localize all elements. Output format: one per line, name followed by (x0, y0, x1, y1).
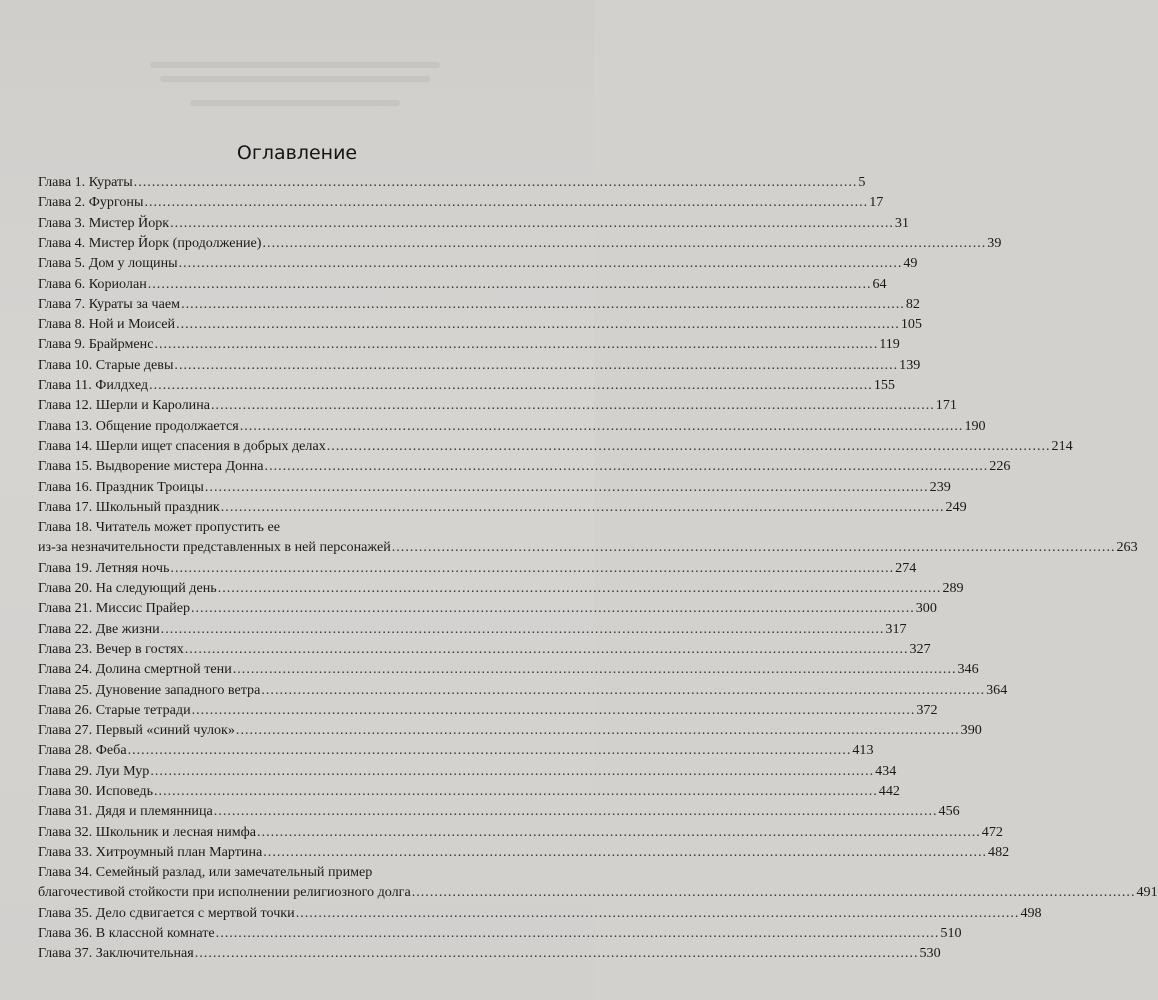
dot-leader: ................................................................................................................................................................ (257, 823, 981, 840)
toc-entry[interactable] (38, 356, 921, 377)
toc-entry[interactable] (38, 458, 1011, 478)
toc-entry[interactable] (38, 275, 887, 296)
toc-entry[interactable] (38, 336, 900, 356)
toc-entry-title: Глава 2. Фургоны (38, 194, 144, 211)
toc-entry-title: Глава 30. Исповедь (38, 783, 154, 799)
toc-page-number: 472 (981, 823, 1003, 840)
toc-page-number: 64 (872, 275, 887, 292)
page-title: Оглавление (236, 142, 358, 164)
toc-entry[interactable] (38, 417, 986, 438)
toc-entry[interactable] (38, 437, 1073, 458)
dot-leader: ................................................................................................................................................................ (211, 397, 935, 414)
toc-entry[interactable] (38, 742, 874, 762)
toc-page-number: 300 (915, 600, 937, 617)
toc-entry[interactable] (38, 316, 922, 336)
toc-entry-title: Глава 7. Кураты за чаем (38, 295, 181, 312)
toc-page-number: 171 (935, 397, 957, 414)
toc-entry[interactable] (38, 864, 1158, 905)
toc-entry-title: Глава 11. Филдхед (38, 377, 149, 393)
toc-entry-title: Глава 14. Шерли ищет спасения в добрых делах (38, 437, 326, 454)
dot-leader: ................................................................................................................................................................ (262, 234, 987, 251)
dot-leader: ................................................................................................................................................................ (184, 640, 909, 657)
toc-entry-title: Глава 29. Луи Мур (38, 762, 150, 779)
bleed-through-text (150, 62, 440, 68)
dot-leader: ................................................................................................................................................................ (178, 255, 903, 272)
toc-entry[interactable] (38, 234, 1002, 255)
toc-entry[interactable] (38, 925, 962, 945)
dot-leader: ................................................................................................................................................................ (144, 194, 869, 211)
toc-page-number: 119 (879, 336, 900, 353)
toc-entry[interactable] (38, 843, 1010, 864)
toc-entry-title: Глава 6. Кориолан (38, 275, 147, 292)
toc-entry-title: Глава 22. Две жизни (38, 620, 160, 637)
toc-page-number: 17 (869, 194, 884, 211)
dot-leader: ................................................................................................................................................................ (411, 884, 1136, 901)
toc-entry-title: Глава 34. Семейный разлад, или замечательный пример (38, 864, 373, 881)
bleed-through-text (190, 100, 400, 106)
toc-entry-title: Глава 27. Первый «синий чулок» (38, 722, 235, 739)
toc-page-number: 434 (875, 762, 897, 779)
dot-leader: ................................................................................................................................................................ (220, 498, 945, 515)
toc-entry[interactable] (38, 904, 1042, 925)
toc-page-number: 263 (1116, 539, 1138, 556)
toc-entry[interactable] (38, 580, 964, 600)
dot-leader: ................................................................................................................................................................ (204, 478, 929, 495)
toc-entry-title: Глава 19. Летняя ночь (38, 559, 170, 576)
bleed-through-text (160, 76, 430, 82)
dot-leader: ................................................................................................................................................................ (263, 843, 988, 860)
toc-page-number: 39 (987, 234, 1002, 251)
toc-entry[interactable] (38, 295, 920, 316)
toc-entry[interactable] (38, 194, 884, 214)
dot-leader: ................................................................................................................................................................ (235, 722, 960, 739)
toc-page-number: 214 (1051, 437, 1073, 454)
dot-leader: ................................................................................................................................................................ (176, 316, 900, 333)
toc-page-number: 289 (942, 580, 964, 596)
dot-leader: ................................................................................................................................................................ (154, 783, 878, 799)
dot-leader: ................................................................................................................................................................ (239, 417, 964, 434)
toc-entry-title: Глава 9. Брайрменс (38, 336, 154, 353)
toc-entry-title: Глава 3. Мистер Йорк (38, 214, 170, 231)
toc-entry[interactable] (38, 377, 895, 397)
toc-entry[interactable] (38, 519, 1138, 560)
toc-entry-title: Глава 12. Шерли и Каролина (38, 397, 211, 414)
toc-entry[interactable] (38, 701, 938, 722)
toc-entry[interactable] (38, 661, 979, 681)
toc-entry-title: Глава 32. Школьник и лесная нимфа (38, 823, 257, 840)
toc-page-number: 155 (873, 377, 895, 393)
toc-entry[interactable] (38, 255, 918, 275)
toc-entry-title: Глава 23. Вечер в гостях (38, 640, 184, 657)
toc-page-number: 317 (885, 620, 907, 637)
toc-page-number: 105 (900, 316, 922, 333)
toc-entry-title: благочестивой стойкости при исполнении религиозного долга (38, 884, 411, 901)
toc-entry-title: Глава 10. Старые девы (38, 356, 174, 373)
dot-leader: ................................................................................................................................................................ (127, 742, 852, 759)
toc-page-number: 139 (899, 356, 921, 373)
dot-leader: ................................................................................................................................................................ (170, 214, 894, 231)
dot-leader: ................................................................................................................................................................ (217, 580, 942, 596)
toc-page-number: 82 (905, 295, 920, 312)
dot-leader: ................................................................................................................................................................ (215, 925, 940, 942)
dot-leader: ................................................................................................................................................................ (181, 295, 905, 312)
toc-entry-title: Глава 8. Ной и Моисей (38, 316, 176, 333)
dot-leader: ................................................................................................................................................................ (147, 275, 872, 292)
toc-entry-title: Глава 5. Дом у лощины (38, 255, 178, 272)
toc-page-number: 346 (957, 661, 979, 678)
toc-entry-title: Глава 16. Праздник Троицы (38, 478, 204, 495)
toc-page-number: 5 (858, 174, 866, 190)
toc-entry-title: Глава 13. Общение продолжается (38, 417, 239, 434)
toc-entry[interactable] (38, 722, 982, 742)
toc-page-number: 190 (964, 417, 986, 434)
dot-leader: ................................................................................................................................................................ (326, 437, 1051, 454)
toc-entry-title: из-за незначительности представленных в ней персонажей (38, 539, 391, 556)
toc-page-number: 327 (909, 640, 931, 657)
toc-page-number: 49 (903, 255, 918, 272)
toc-entry-title: Глава 20. На следующий день (38, 580, 217, 596)
toc-entry-title: Глава 24. Долина смертной тени (38, 661, 232, 678)
toc-entry[interactable] (38, 681, 1008, 702)
toc-entry-title: Глава 35. Дело сдвигается с мертвой точки (38, 904, 295, 921)
toc-entry-title: Глава 36. В классной комнате (38, 925, 215, 942)
toc-page-number: 226 (989, 458, 1011, 475)
dot-leader: ................................................................................................................................................................ (154, 336, 879, 353)
toc-page-number: 239 (929, 478, 951, 495)
dot-leader: ................................................................................................................................................................ (194, 945, 919, 962)
toc-entry[interactable] (38, 620, 907, 641)
toc-page-number: 390 (960, 722, 982, 739)
dot-leader: ................................................................................................................................................................ (264, 458, 989, 475)
toc-entry-title: Глава 4. Мистер Йорк (продолжение) (38, 234, 262, 251)
toc-page-number: 31 (894, 214, 909, 231)
toc-entry[interactable] (38, 762, 897, 783)
dot-leader: ................................................................................................................................................................ (232, 661, 957, 678)
dot-leader: ................................................................................................................................................................ (213, 803, 938, 820)
toc-page-number: 482 (988, 843, 1010, 860)
toc-page-number: 510 (940, 925, 962, 942)
toc-page-number: 413 (852, 742, 874, 759)
dot-leader: ................................................................................................................................................................ (149, 377, 873, 393)
toc-entry[interactable] (38, 823, 1003, 844)
dot-leader: ................................................................................................................................................................ (391, 539, 1116, 556)
toc-entry-title: Глава 17. Школьный праздник (38, 498, 220, 515)
toc-entry[interactable] (38, 600, 937, 620)
toc-page-number: 249 (945, 498, 967, 515)
toc-entry-title: Глава 31. Дядя и племянница (38, 803, 213, 820)
toc-page-number: 491 (1136, 884, 1158, 901)
toc-entry-title: Глава 18. Читатель может пропустить ее (38, 519, 280, 536)
dot-leader: ................................................................................................................................................................ (191, 600, 915, 617)
toc-entry-title: Глава 28. Феба (38, 742, 127, 759)
toc-entry[interactable] (38, 640, 931, 661)
dot-leader: ................................................................................................................................................................ (295, 904, 1020, 921)
toc-entry[interactable] (38, 174, 866, 194)
toc-page-number: 530 (919, 945, 941, 962)
toc-entry-title: Глава 26. Старые тетради (38, 701, 191, 718)
toc-entry[interactable] (38, 559, 917, 580)
toc-entry[interactable] (38, 214, 909, 235)
dot-leader: ................................................................................................................................................................ (174, 356, 899, 373)
toc-entry[interactable] (38, 478, 951, 499)
toc-page-number: 274 (895, 559, 917, 576)
toc-entry-title: Глава 15. Выдворение мистера Донна (38, 458, 264, 475)
toc-page-number: 456 (938, 803, 960, 820)
toc-entry[interactable] (38, 498, 967, 519)
dot-leader: ................................................................................................................................................................ (160, 620, 885, 637)
toc-entry-title: Глава 1. Кураты (38, 174, 133, 190)
toc-entry[interactable] (38, 397, 957, 417)
dot-leader: ................................................................................................................................................................ (133, 174, 858, 190)
toc-entry-title: Глава 25. Дуновение западного ветра (38, 681, 261, 698)
toc-page-number: 372 (916, 701, 938, 718)
toc-entry[interactable] (38, 803, 960, 823)
dot-leader: ................................................................................................................................................................ (261, 681, 986, 698)
toc-entry-title: Глава 21. Миссис Прайер (38, 600, 190, 617)
dot-leader: ................................................................................................................................................................ (191, 701, 916, 718)
toc-page-number: 364 (986, 681, 1008, 698)
dot-leader: ................................................................................................................................................................ (150, 762, 875, 779)
toc-page-number: 498 (1020, 904, 1042, 921)
toc-entry-title: Глава 37. Заключительная (38, 945, 194, 962)
toc-entry[interactable] (38, 945, 941, 965)
dot-leader: ................................................................................................................................................................ (170, 559, 895, 576)
toc-page-number: 442 (878, 783, 900, 799)
toc-entry-title: Глава 33. Хитроумный план Мартина (38, 843, 263, 860)
toc-entry[interactable] (38, 783, 900, 803)
